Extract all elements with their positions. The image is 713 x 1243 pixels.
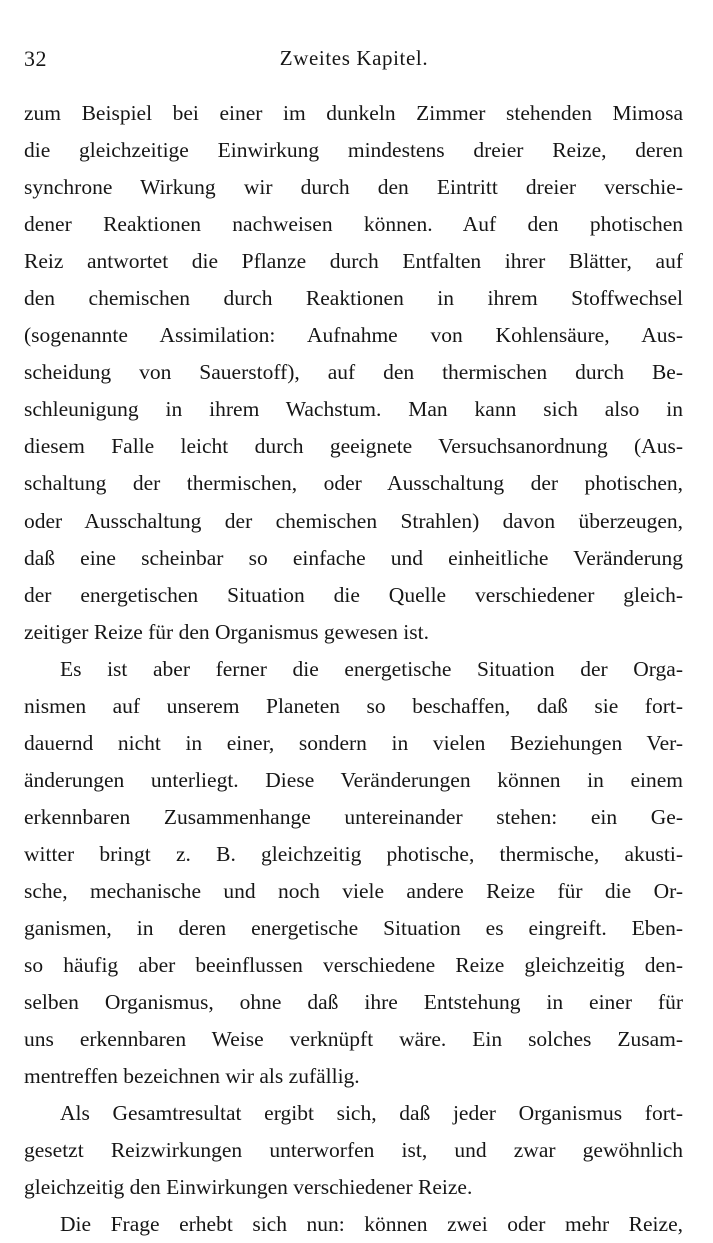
paragraph-last-line: gleichzeitig den Einwirkungen verschiedener Reize. [24, 1175, 473, 1200]
text-line: so häufig aber beeinflussen verschiedene Reize gleichzeitig den- [24, 953, 683, 978]
text-line: witter bringt z. B. gleichzeitig photische, thermische, akusti- [24, 841, 683, 866]
text-line: gesetzt Reizwirkungen unterworfen ist, und zwar gewöhnlich [24, 1138, 683, 1163]
page-header [24, 46, 684, 76]
text-line: scheidung von Sauerstoff), auf den thermischen durch Be- [24, 360, 683, 385]
paragraph-first-line: Es ist aber ferner die energetische Situation der Orga- [60, 656, 683, 681]
text-line: selben Organismus, ohne daß ihre Entstehung in einer für [24, 990, 683, 1015]
text-line: ganismen, in deren energetische Situation es eingreift. Eben- [24, 916, 683, 941]
text-line: Reiz antwortet die Pflanze durch Entfalten ihrer Blätter, auf [24, 249, 683, 274]
paragraph-first-line: Die Frage erhebt sich nun: können zwei oder mehr Reize, [60, 1212, 683, 1237]
text-line: dauernd nicht in einer, sondern in vielen Beziehungen Ver- [24, 730, 683, 755]
text-line: die gleichzeitige Einwirkung mindestens dreier Reize, deren [24, 138, 683, 163]
running-head: Zweites Kapitel. [279, 46, 429, 70]
paragraph-first-line: Als Gesamtresultat ergibt sich, daß jeder Organismus fort- [60, 1101, 683, 1126]
text-line: schleunigung in ihrem Wachstum. Man kann sich also in [24, 397, 683, 422]
text-line: der energetischen Situation die Quelle verschiedener gleich- [24, 582, 683, 607]
page-number: 32 [24, 46, 47, 71]
text-line: (sogenannte Assimilation: Aufnahme von Kohlensäure, Aus- [24, 323, 683, 348]
text-line: oder Ausschaltung der chemischen Strahlen) davon überzeugen, [24, 508, 683, 533]
text-line: zum Beispiel bei einer im dunkeln Zimmer stehenden Mimosa [24, 101, 683, 125]
paragraph-last-line: mentreffen bezeichnen wir als zufällig. [24, 1064, 360, 1089]
text-line: daß eine scheinbar so einfache und einheitliche Veränderung [24, 545, 683, 570]
text-line: uns erkennbaren Weise verknüpft wäre. Ein solches Zusam- [24, 1027, 683, 1052]
paragraph-last-line: zeitiger Reize für den Organismus gewesen ist. [24, 619, 429, 644]
text-line: nismen auf unserem Planeten so beschaffen, daß sie fort- [24, 693, 683, 718]
text-line: änderungen unterliegt. Diese Veränderungen können in einem [24, 767, 683, 792]
text-line: den chemischen durch Reaktionen in ihrem Stoffwechsel [24, 286, 683, 311]
text-line: dener Reaktionen nachweisen können. Auf den photischen [24, 212, 683, 237]
text-line: sche, mechanische und noch viele andere Reize für die Or- [24, 878, 683, 903]
body-text [24, 95, 683, 1243]
text-line: synchrone Wirkung wir durch den Eintritt dreier verschie- [24, 175, 683, 200]
text-line: schaltung der thermischen, oder Ausschaltung der photischen, [24, 471, 683, 496]
text-line: diesem Falle leicht durch geeignete Versuchsanordnung (Aus- [24, 434, 683, 459]
text-line: erkennbaren Zusammenhange untereinander stehen: ein Ge- [24, 804, 683, 829]
